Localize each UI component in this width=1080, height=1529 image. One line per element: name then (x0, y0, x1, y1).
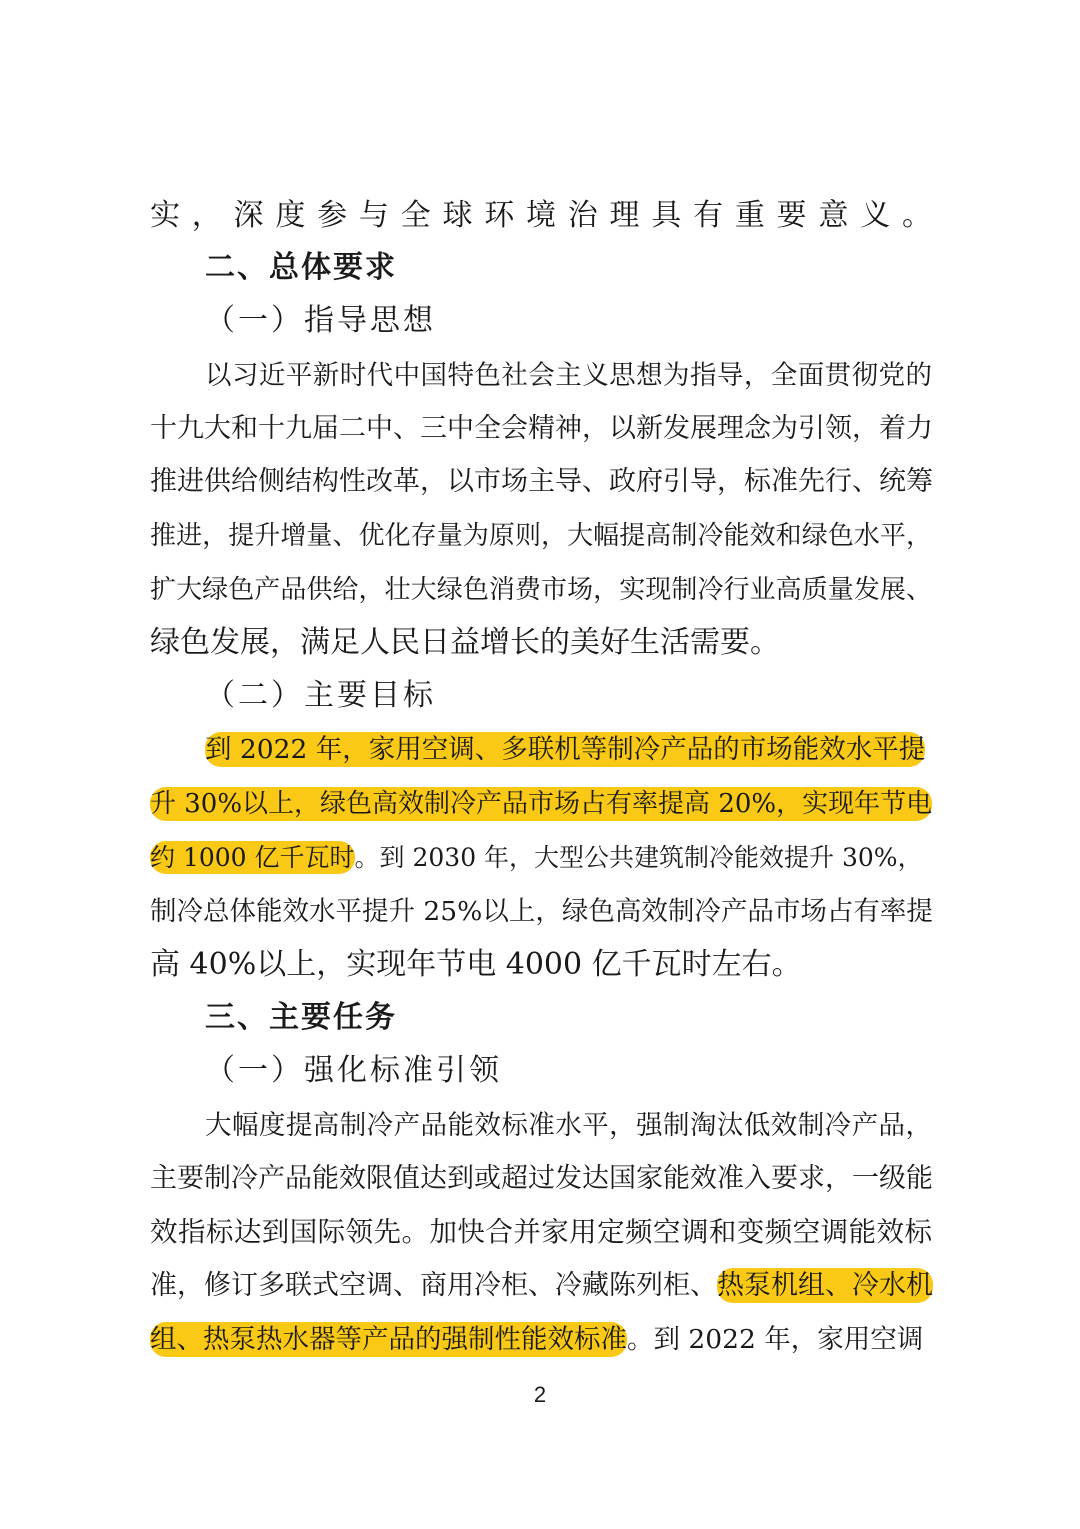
paragraph-line: 推进，提升增量、优化存量为原则，大幅提高制冷能效和绿色水平， (150, 521, 932, 551)
highlighted-text: 升 30%以上，绿色高效制冷产品市场占有率提高 20%，实现年节电 (150, 789, 933, 819)
paragraph-line: 绿色发展，满足人民日益增长的美好生活需要。 (150, 625, 780, 660)
paragraph-line: 十九大和十九届二中、三中全会精神，以新发展理念为引领，着力 (150, 413, 933, 444)
subsection-heading: （二）主要目标 (205, 678, 436, 713)
paragraph-line (150, 838, 932, 878)
paragraph-line: 扩大绿色产品供给，壮大绿色消费市场，实现制冷行业高质量发展、 (150, 575, 932, 605)
paragraph-line: 效指标达到国际领先。加快合并家用定频空调和变频空调能效标 (150, 1216, 932, 1248)
paragraph-line: 制冷总体能效水平提升 25%以上，绿色高效制冷产品市场占有率提 (150, 896, 933, 927)
subsection-heading: （一）强化标准引领 (205, 1053, 502, 1088)
text-segment: 准，修订多联式空调、商用冷柜、冷藏陈列柜、 (150, 1270, 717, 1301)
paragraph-line: 以习近平新时代中国特色社会主义思想为指导，全面贯彻党的 (205, 360, 932, 391)
text-segment: 实，深度参与全球环境治理具有重要意义。 (150, 198, 932, 233)
paragraph-line: 大幅度提高制冷产品能效标准水平，强制淘汰低效制冷产品， (205, 1110, 932, 1141)
subsection-heading: （一）指导思想 (205, 303, 436, 338)
paragraph-line: 推进供给侧结构性改革，以市场主导、政府引导，标准先行、统筹 (150, 466, 933, 497)
highlighted-text: 到 2022 年，家用空调、多联机等制冷产品的市场能效水平提 (205, 734, 926, 765)
text-segment: 。到 2030 年，大型公共建筑制冷能效提升 30%， (354, 843, 923, 872)
paragraph-line (150, 196, 932, 236)
paragraph-line: 高 40%以上，实现年节电 4000 亿千瓦时左右。 (150, 947, 802, 982)
highlighted-text: 热泵机组、冷水机 (717, 1270, 933, 1301)
section-heading: 二、总体要求 (205, 250, 397, 285)
paragraph-line: 主要制冷产品能效限值达到或超过发达国家能效准入要求，一级能 (150, 1163, 933, 1194)
section-heading: 三、主要任务 (205, 1000, 397, 1035)
paragraph-line (150, 1320, 932, 1360)
paragraph-line (150, 1266, 932, 1306)
highlighted-text: 约 1000 亿千瓦时 (150, 843, 355, 872)
paragraph-line (150, 784, 932, 824)
paragraph-line (205, 730, 932, 770)
text-segment: 。到 2022 年，家用空调 (627, 1324, 924, 1355)
page-number: 2 (533, 1382, 547, 1407)
highlighted-text: 组、热泵热水器等产品的强制性能效标准 (150, 1324, 627, 1355)
